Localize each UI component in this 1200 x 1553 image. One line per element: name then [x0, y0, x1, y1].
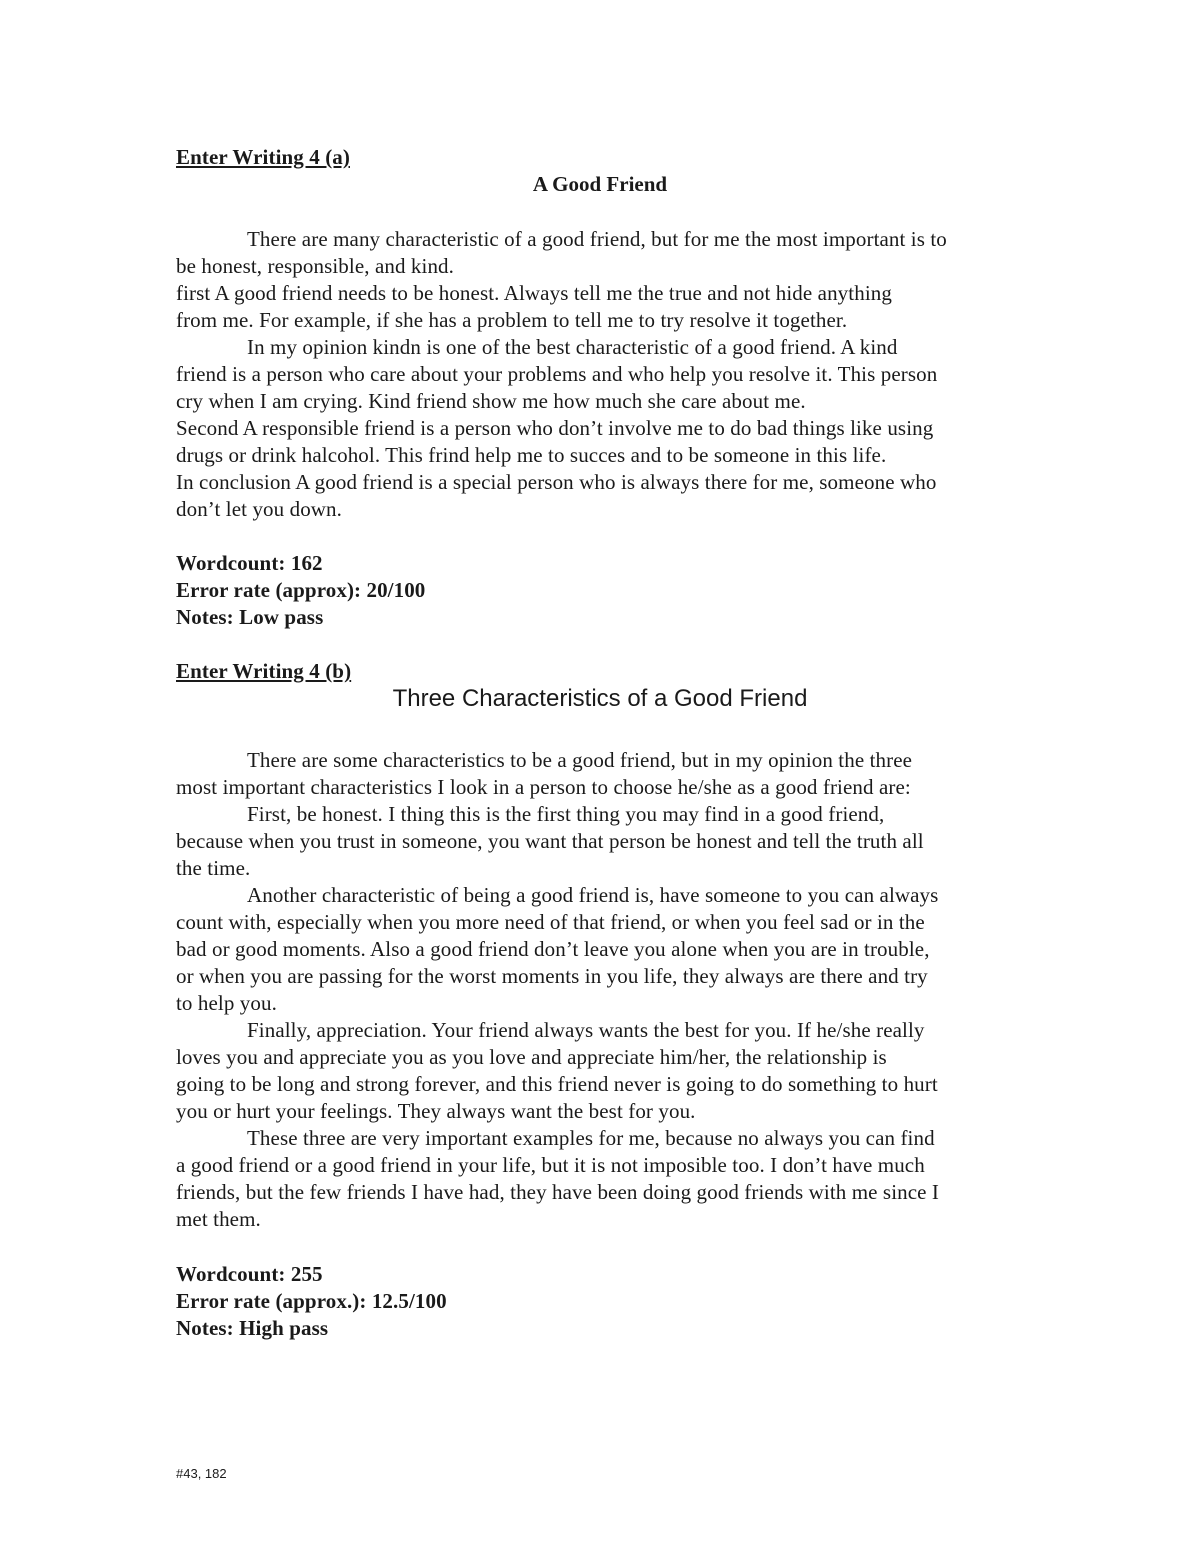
essay-b-line: friends, but the few friends I have had, they have been doing good friends with me since I	[176, 1180, 940, 1204]
essay-b-line: count with, especially when you more need of that friend, or when you feel sad or in the	[176, 910, 925, 934]
section-b-title: Three Characteristics of a Good Friend	[392, 685, 808, 712]
essay-a-line: In my opinion kindn is one of the best characteristic of a good friend. A kind	[247, 335, 898, 359]
essay-b-line: First, be honest. I thing this is the first thing you may find in a good friend,	[247, 802, 885, 826]
section-b-error-rate: Error rate (approx.): 12.5/100	[176, 1289, 447, 1313]
essay-a-line: don’t let you down.	[176, 497, 343, 521]
essay-b-line: because when you trust in someone, you want that person be honest and tell the truth all	[176, 829, 924, 853]
essay-b-line: the time.	[176, 856, 251, 880]
essay-b-line: Another characteristic of being a good friend is, have someone to you can always	[247, 883, 939, 907]
essay-b-line: a good friend or a good friend in your life, but it is not imposible too. I don’t have much	[176, 1153, 925, 1177]
section-a-heading: Enter Writing 4 (a)	[176, 145, 350, 169]
essay-b-line: These three are very important examples for me, because no always you can find	[247, 1126, 935, 1150]
essay-a-line: cry when I am crying. Kind friend show me how much she care about me.	[176, 389, 806, 413]
essay-a-line: Second A responsible friend is a person who don’t involve me to do bad things like using	[176, 416, 934, 440]
section-a-wordcount: Wordcount: 162	[176, 551, 323, 575]
essay-a-line: from me. For example, if she has a problem to tell me to try resolve it together.	[176, 308, 848, 332]
essay-b-line: you or hurt your feelings. They always want the best for you.	[176, 1099, 696, 1123]
page-footer-id: #43, 182	[176, 1466, 227, 1481]
essay-a-line: friend is a person who care about your problems and who help you resolve it. This person	[176, 362, 938, 386]
essay-a-line: There are many characteristic of a good friend, but for me the most important is to	[247, 227, 947, 251]
section-a-notes: Notes: Low pass	[176, 605, 324, 629]
essay-b-line: or when you are passing for the worst moments in you life, they always are there and try	[176, 964, 928, 988]
essay-a-line: be honest, responsible, and kind.	[176, 254, 455, 278]
essay-b-line: loves you and appreciate you as you love and appreciate him/her, the relationship is	[176, 1045, 887, 1069]
section-b-wordcount: Wordcount: 255	[176, 1262, 323, 1286]
section-a-title: A Good Friend	[532, 172, 668, 196]
essay-b-line: most important characteristics I look in a person to choose he/she as a good friend are:	[176, 775, 911, 799]
essay-b-line: to help you.	[176, 991, 277, 1015]
section-b-notes: Notes: High pass	[176, 1316, 329, 1340]
section-b-heading: Enter Writing 4 (b)	[176, 659, 352, 683]
section-a-error-rate: Error rate (approx): 20/100	[176, 578, 426, 602]
essay-b-line: met them.	[176, 1207, 261, 1231]
essay-a-line: In conclusion A good friend is a special person who is always there for me, someone who	[176, 470, 937, 494]
essay-b-line: There are some characteristics to be a good friend, but in my opinion the three	[247, 748, 913, 772]
essay-b-line: bad or good moments. Also a good friend don’t leave you alone when you are in trouble,	[176, 937, 930, 961]
essay-a-line: first A good friend needs to be honest. Always tell me the true and not hide anything	[176, 281, 892, 305]
essay-a-line: drugs or drink halcohol. This frind help me to succes and to be someone in this life.	[176, 443, 887, 467]
essay-b-line: Finally, appreciation. Your friend always wants the best for you. If he/she really	[247, 1018, 925, 1042]
essay-b-line: going to be long and strong forever, and this friend never is going to do something to hurt	[176, 1072, 938, 1096]
